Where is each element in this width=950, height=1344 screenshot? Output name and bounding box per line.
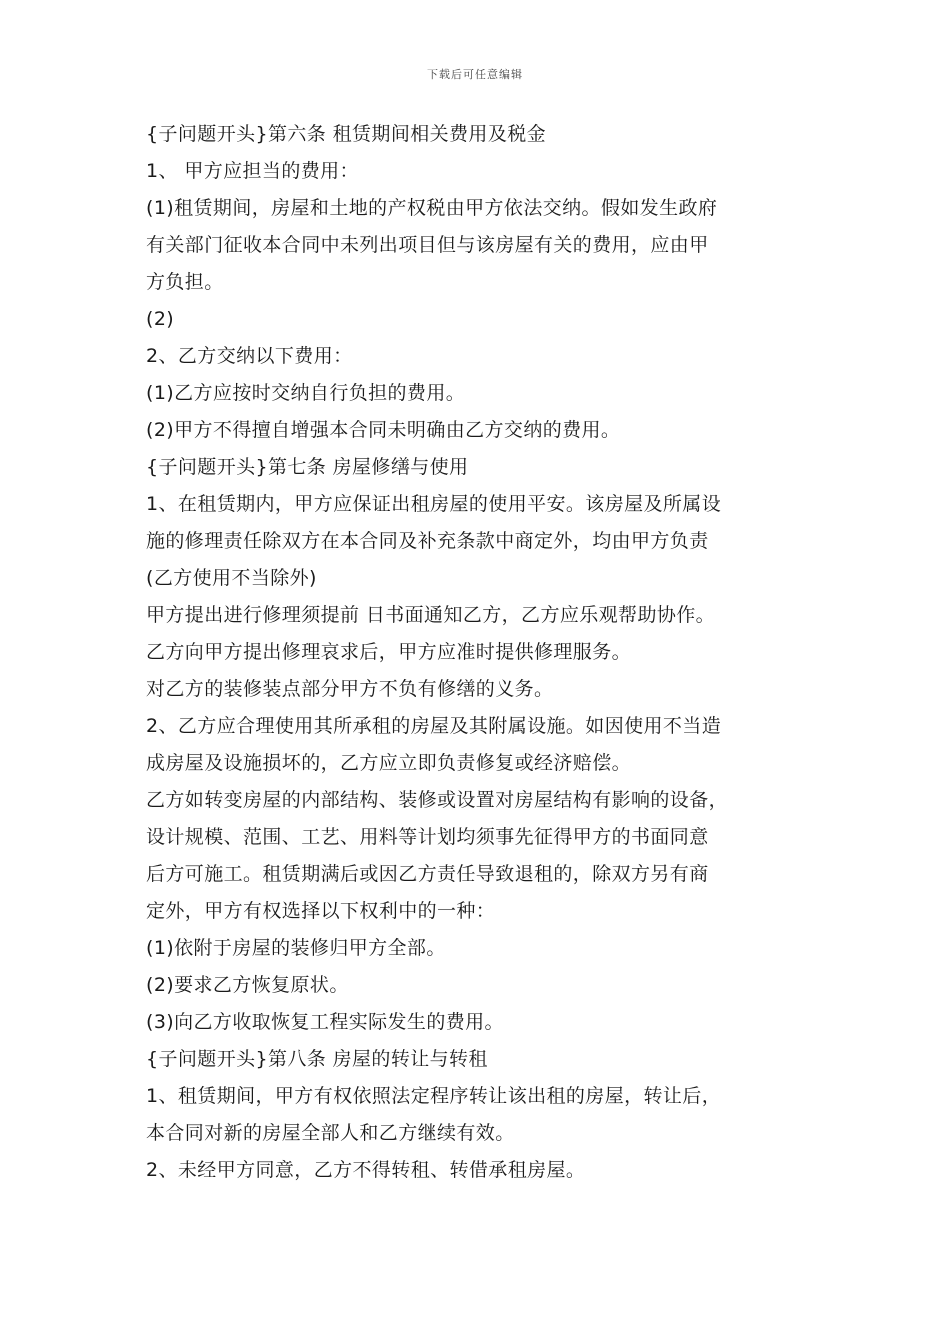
paragraph-line: 成房屋及设施损坏的，乙方应立即负责修复或经济赔偿。 <box>146 752 632 774</box>
paragraph-line: 乙方如转变房屋的内部结构、装修或设置对房屋结构有影响的设备， <box>146 789 729 811</box>
paragraph-line: (3)向乙方收取恢复工程实际发生的费用。 <box>146 1011 504 1033</box>
paragraph-line: (1)依附于房屋的装修归甲方全部。 <box>146 937 446 959</box>
paragraph-line: (2)要求乙方恢复原状。 <box>146 974 349 996</box>
section-heading-7: {子问题开头}第七条 房屋修缮与使用 <box>146 456 469 478</box>
paragraph-line: 对乙方的装修装点部分甲方不负有修缮的义务。 <box>146 678 554 700</box>
paragraph-line: 施的修理责任除双方在本合同及补充条款中商定外，均由甲方负责 <box>146 530 709 552</box>
paragraph-line: (2)甲方不得擅自增强本合同未明确由乙方交纳的费用。 <box>146 419 621 441</box>
paragraph-line: 定外，甲方有权选择以下权利中的一种： <box>146 900 496 922</box>
paragraph-line: 1、租赁期间，甲方有权依照法定程序转让该出租的房屋，转让后， <box>146 1085 722 1107</box>
paragraph-line: (乙方使用不当除外) <box>146 567 317 589</box>
paragraph-line: 本合同对新的房屋全部人和乙方继续有效。 <box>146 1122 515 1144</box>
paragraph-line: 甲方提出进行修理须提前 日书面通知乙方，乙方应乐观帮助协作。 <box>146 604 716 626</box>
section-heading-8: {子问题开头}第八条 房屋的转让与转租 <box>146 1048 488 1070</box>
paragraph-line: 2、未经甲方同意，乙方不得转租、转借承租房屋。 <box>146 1159 586 1181</box>
paragraph-line: 1、 甲方应担当的费用： <box>146 160 359 182</box>
page-header: 下载后可任意编辑 <box>427 68 523 81</box>
paragraph-line: 设计规模、范围、工艺、用料等计划均须事先征得甲方的书面同意 <box>146 826 709 848</box>
section-heading-6: {子问题开头}第六条 租赁期间相关费用及税金 <box>146 123 547 145</box>
paragraph-line: (2) <box>146 308 175 330</box>
paragraph-line: 1、在租赁期内，甲方应保证出租房屋的使用平安。该房屋及所属设 <box>146 493 722 515</box>
paragraph-line: 乙方向甲方提出修理哀求后，甲方应准时提供修理服务。 <box>146 641 632 663</box>
paragraph-line: (1)租赁期间，房屋和土地的产权税由甲方依法交纳。假如发生政府 <box>146 197 718 219</box>
paragraph-line: 有关部门征收本合同中未列出项目但与该房屋有关的费用，应由甲 <box>146 234 709 256</box>
paragraph-line: 2、乙方应合理使用其所承租的房屋及其附属设施。如因使用不当造 <box>146 715 722 737</box>
paragraph-line: 2、乙方交纳以下费用： <box>146 345 353 367</box>
paragraph-line: (1)乙方应按时交纳自行负担的费用。 <box>146 382 466 404</box>
document-body <box>146 116 816 1189</box>
paragraph-line: 方负担。 <box>146 271 224 293</box>
paragraph-line: 后方可施工。租赁期满后或因乙方责任导致退租的，除双方另有商 <box>146 863 709 885</box>
